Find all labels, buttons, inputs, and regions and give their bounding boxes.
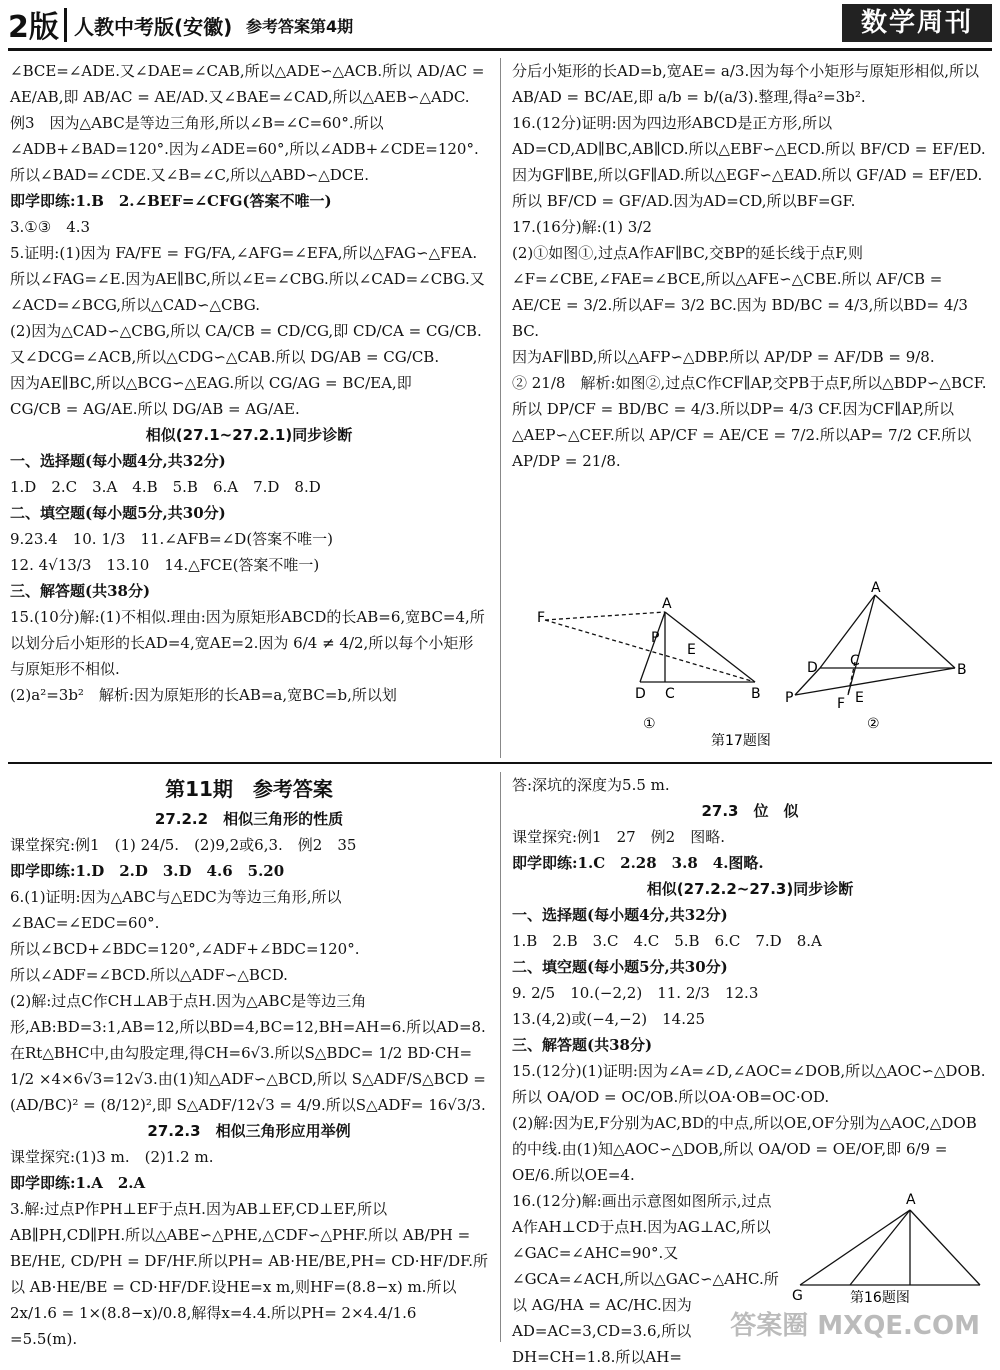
text-line: 所以∠BCD+∠BDC=120°,∠ADF+∠BDC=120°. — [10, 940, 360, 958]
figure-point-label: F — [837, 696, 846, 712]
column-divider — [500, 58, 501, 758]
text-line: 15.(12分)(1)证明:因为∠A=∠D,∠AOC=∠DOB,所以△AOC∽△DOB.所以 OA/OD = OC/OB.所以OA·OB=OC·OD. — [512, 1062, 986, 1106]
answer-line: 9. 2/5 10.(−2,2) 11. 2/3 12.3 — [512, 984, 759, 1002]
section-heading: 二、填空题(每小题5分,共30分) — [10, 504, 226, 522]
publisher-label: 人教中考版(安徽) — [74, 15, 233, 39]
practice-line: 即学即练:1.A 2.A — [10, 1174, 146, 1192]
figure-point-label: A — [906, 1192, 916, 1208]
text-line: AE/AB,即 AB/AC = AE/AD.又∠BAE=∠CAD,所以△AEB∽△ADC. — [10, 88, 470, 106]
text-line: 课堂探究:例1 27 例2 图略. — [512, 828, 725, 846]
text-line: 5.证明:(1)因为 FA/FE = FG/FA,∠AFG=∠EFA,所以△FAG∽△FEA.所以∠FAG=∠E.因为AE∥BC,所以∠E=∠CBG.所以∠CAD=∠CBG.又∠ACD=∠BCG,所以△CAD∽△CBG. — [10, 244, 485, 314]
section-title: 相似(27.1~27.2.1)同步诊断 — [145, 426, 353, 444]
figure-point-label: A — [871, 580, 881, 596]
text-line: (2)解:因为E,F分别为AC,BD的中点,所以OE,OF分别为△AOC,△DOB的中线.由(1)知△AOC∽△DOB,所以 OA/OD = OE/OF,即 6/9 = OE/6.所以OE=4. — [512, 1114, 977, 1184]
figure-point-label: P — [651, 630, 660, 646]
page-header — [0, 0, 1000, 48]
text-line: 课堂探究:例1 (1) 24/5. (2)9,2或6,3. 例2 35 — [10, 836, 357, 854]
figure-17-diagram-2 — [795, 595, 955, 695]
column-divider — [500, 772, 501, 1342]
issue-label: 参考答案第4期 — [246, 17, 354, 36]
answer-line: 1.D 2.C 3.A 4.B 5.B 6.A 7.D 8.D — [10, 478, 321, 496]
answer-line: 13.(4,2)或(−4,−2) 14.25 — [512, 1010, 706, 1028]
left-column-top — [10, 58, 488, 708]
figure-point-label: C — [665, 686, 675, 702]
practice-line: 即学即练:1.D 2.D 3.D 4.6 5.20 — [10, 862, 285, 880]
text-line: 例3 因为△ABC是等边三角形,所以∠B=∠C=60°.所以∠ADB+∠BAD=120°.因为∠ADE=60°,所以∠ADB+∠CDE=120°.所以∠BAD=∠CDE.又∠B=∠C,所以△ABD∽△DCE. — [10, 114, 479, 184]
text-line: 因为GF∥BE,所以GF∥AD.所以△EGF∽△EAD.所以 GF/AD = EF/ED.所以 BF/CD = GF/AD.因为AD=CD,所以BF=GF. — [512, 166, 983, 210]
figure-point-label: P — [785, 690, 794, 706]
text-line: 6.(1)证明:因为△ABC与△EDC为等边三角形,所以∠BAC=∠EDC=60°. — [10, 888, 342, 932]
text-line: (2)因为△CAD∽△CBG,所以 CA/CB = CD/CG,即 CD/CA = CG/CB. — [10, 322, 482, 340]
section-heading: 三、解答题(共38分) — [512, 1036, 653, 1054]
answer-line: 12. 4√13/3 13.10 14.△FCE(答案不唯一) — [10, 556, 320, 574]
figure-point-label: A — [662, 596, 672, 612]
brand-badge: 数学周刊 — [842, 4, 992, 42]
text-line: 答:深坑的深度为5.5 m. — [512, 776, 670, 794]
figure-number-2: ② — [867, 716, 880, 732]
practice-line: 即学即练:1.C 2.28 3.8 4.图略. — [512, 854, 764, 872]
section-title: 相似(27.2.2~27.3)同步诊断 — [646, 880, 854, 898]
text-line: 课堂探究:(1)3 m. (2)1.2 m. — [10, 1148, 214, 1166]
text-line: 因为AF∥BD,所以△AFP∽△DBP.所以 AP/DP = AF/DB = 9/8. — [512, 348, 935, 366]
figure-16-caption: 第16题图 — [850, 1290, 910, 1306]
section-divider — [8, 762, 992, 764]
figure-point-label: D — [635, 686, 646, 702]
text-line: CG/CB = AG/AE.所以 DG/AB = AG/AE. — [10, 400, 300, 418]
text-line: 3.①③ 4.3 — [10, 218, 91, 236]
figure-point-label: C — [850, 653, 860, 669]
text-line: 17.(16分)解:(1) 3/2 — [512, 218, 652, 236]
figure-point-label: D — [807, 660, 818, 676]
figure-point-label: B — [751, 686, 761, 702]
figure-number-1: ① — [643, 716, 656, 732]
answer-line: (2)a²=3b² 解析:因为原矩形的长AB=a,宽BC=b,所以划 — [10, 686, 397, 704]
text-line: 16.(12分)证明:因为四边形ABCD是正方形,所以AD=CD,AD∥BC,AB∥CD.所以△EBF∽△ECD.所以 BF/CD = EF/ED. — [512, 114, 986, 158]
section-heading: 一、选择题(每小题4分,共32分) — [512, 906, 728, 924]
figure-16 — [790, 1190, 990, 1310]
answer-line: 15.(10分)解:(1)不相似.理由:因为原矩形ABCD的长AB=6,宽BC=4,所以划分后小矩形的长AD=4,宽AE=2.因为 6/4 ≠ 4/2,所以每个小矩形与原矩形不相似. — [10, 608, 485, 678]
figure-17 — [515, 580, 985, 755]
subsection-title: 27.2.2 相似三角形的性质 — [154, 810, 344, 828]
text-line: (2)解:过点C作CH⊥AB于点H.因为△ABC是等边三角形,AB:BD=3:1,AB=12,所以BD=4,BC=12,BH=AH=6.所以AD=8.在Rt△BHC中,由勾股定理,得CH=6√3.所以S△BDC= 1/2 BD·CH= 1/2 ×4×6√3=12√3.由(1)知△ADF∽△BCD,所以 S△ADF/S△BCD = (AD/BC)² = (8/12)²,即 S△ADF/12√3 = 4/9.所以S△ADF= 16√3/3. — [10, 992, 486, 1114]
figure-17-caption: 第17题图 — [711, 733, 771, 749]
header-rule — [8, 48, 992, 51]
answer-line: 9.23.4 10. 1/3 11.∠AFB=∠D(答案不唯一) — [10, 530, 334, 548]
issue-11-title: 第11期 参考答案 — [165, 777, 333, 801]
subsection-title: 27.2.3 相似三角形应用举例 — [147, 1122, 351, 1140]
figure-point-label: F — [537, 610, 546, 626]
answer-line: 1.B 2.B 3.C 4.C 5.B 6.C 7.D 8.A — [512, 932, 822, 950]
right-column-top — [512, 58, 988, 474]
text-line: 因为AE∥BC,所以△BCG∽△EAG.所以 CG/AG = BC/EA,即 — [10, 374, 412, 392]
text-line: 所以∠ADF=∠BCD.所以△ADF∽△BCD. — [10, 966, 288, 984]
text-line: (2)①如图①,过点A作AF∥BC,交BP的延长线于点F,则∠F=∠CBE,∠FAE=∠BCE,所以△AFE∽△CBE.所以 AF/CB = AE/CE = 3/2.所以AF= 3/2 BC.因为 BD/BC = 4/3,所以BD= 4/3 BC. — [512, 244, 968, 340]
watermark: 答案圈 MXQE.COM — [730, 1311, 980, 1341]
text-line: 16.(12分)解:画出示意图如图所示,过点A作AH⊥CD于点H.因为AG⊥AC,所以∠GAC=∠AHC=90°.又∠GCA=∠ACH,所以△GAC∽△AHC.所以 AG/HA = AC/HC.因为AD=AC=3,CD=3.6,所以DH=CH=1.8.所以AH= — [512, 1192, 779, 1366]
text-line: ∠BCE=∠ADE.又∠DAE=∠CAB,所以△ADE∽△ACB.所以 AD/AC = — [10, 62, 485, 80]
figure-point-label: E — [687, 642, 696, 658]
text-line: 分后小矩形的长AD=b,宽AE= a/3.因为每个小矩形与原矩形相似,所以 AB/AD = BC/AE,即 a/b = b/(a/3).整理,得a²=3b². — [512, 62, 979, 106]
section-heading: 三、解答题(共38分) — [10, 582, 151, 600]
text-line: ② 21/8 解析:如图②,过点C作CF∥AP,交PB于点F,所以△BDP∽△BCF.所以 DP/CF = BD/BC = 4/3.所以DP= 4/3 CF.因为CF∥AP,所以△AEP∽△CEF.所以 AP/CF = AE/CE = 7/2.所以AP= 7/2 CF.所以 AP/DP = 21/8. — [512, 374, 987, 470]
text-line: 又∠DCG=∠ACB,所以△CDG∽△CAB.所以 DG/AB = CG/CB. — [10, 348, 440, 366]
left-column-bottom — [10, 772, 488, 1352]
practice-line: 即学即练:1.B 2.∠BEF=∠CFG(答案不唯一) — [10, 192, 332, 210]
figure-17-diagram-1 — [545, 612, 755, 682]
section-heading: 一、选择题(每小题4分,共32分) — [10, 452, 226, 470]
figure-point-label: B — [957, 662, 967, 678]
figure-point-label: E — [855, 690, 864, 706]
edition-label: 2版 — [8, 10, 59, 45]
text-line: 3.解:过点P作PH⊥EF于点H.因为AB⊥EF,CD⊥EF,所以AB∥PH,CD∥PH.所以△ABE∽△PHE,△CDF∽△PHF.所以 AB/PH = BE/HE, CD/PH = DF/HF.所以PH= AB·HE/BE,PH= CD·HF/DF.所以 AB·HE/BE = CD·HF/DF.设HE=x m,则HF=(8.8−x) m.所以 2x/1.6 = 1×(8.8−x)/0.8,解得x=4.4.所以PH= 2×4.4/1.6 =5.5(m). — [10, 1200, 488, 1348]
section-heading: 二、填空题(每小题5分,共30分) — [512, 958, 728, 976]
subsection-title: 27.3 位 似 — [701, 802, 799, 820]
figure-point-label: G — [792, 1288, 803, 1304]
header-divider — [64, 8, 67, 42]
